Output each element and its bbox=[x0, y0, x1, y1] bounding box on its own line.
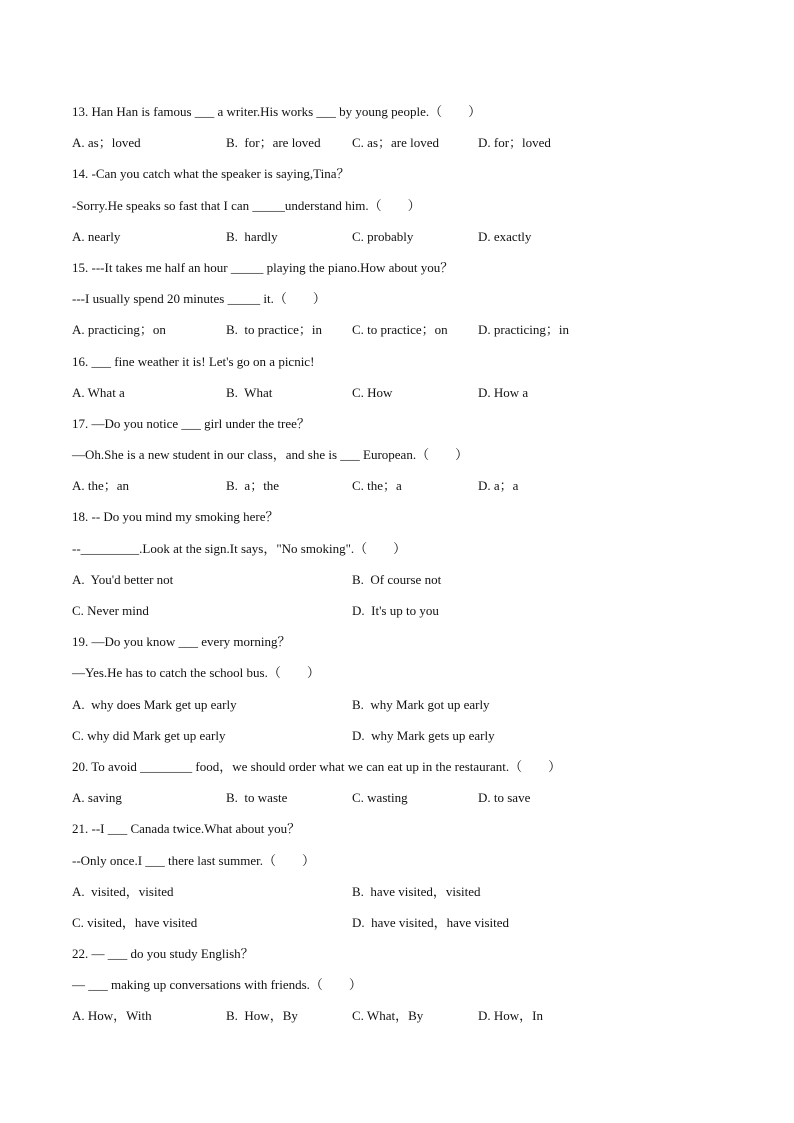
option-c: C. How bbox=[352, 384, 393, 400]
option-c: C. visited，have visited bbox=[72, 914, 198, 930]
option-c: C. What，By bbox=[352, 1008, 424, 1024]
question-stem-line-2: --Only once.I ___ there last summer.（ ） bbox=[72, 852, 315, 868]
options-row bbox=[72, 224, 732, 255]
options-row bbox=[72, 130, 732, 161]
option-a: A. practicing；on bbox=[72, 322, 166, 338]
options-row bbox=[72, 1003, 732, 1034]
option-d: D. to save bbox=[478, 790, 531, 806]
question-16 bbox=[72, 349, 732, 411]
question-stem: 19. —Do you know ___ every morning？ bbox=[72, 634, 291, 650]
option-a: A. saving bbox=[72, 790, 122, 806]
option-d: D. exactly bbox=[478, 228, 532, 244]
option-b: B. to practice；in bbox=[226, 322, 323, 338]
question-stem: 21. --I ___ Canada twice.What about you？ bbox=[72, 821, 301, 837]
question-22 bbox=[72, 941, 732, 1035]
option-d: D. why Mark gets up early bbox=[352, 727, 495, 743]
option-c: C. probably bbox=[352, 228, 414, 244]
options-row bbox=[72, 380, 732, 411]
option-d: D. a；a bbox=[478, 478, 519, 494]
option-d: D. How，In bbox=[478, 1008, 543, 1024]
option-c: C. the；a bbox=[352, 478, 402, 494]
question-21 bbox=[72, 816, 732, 941]
option-c: C. why did Mark get up early bbox=[72, 727, 226, 743]
options-row bbox=[72, 723, 732, 754]
option-b: B. What bbox=[226, 384, 273, 400]
option-b: B. to waste bbox=[226, 790, 288, 806]
option-c: C. to practice；on bbox=[352, 322, 448, 338]
options-row bbox=[72, 785, 732, 816]
question-stem: 16. ___ fine weather it is! Let's go on a picnic! bbox=[72, 353, 315, 369]
question-stem: 20. To avoid ________ food，we should order what we can eat up in the restaurant.（ ） bbox=[72, 758, 562, 774]
option-d: D. It's up to you bbox=[352, 603, 439, 618]
question-stem-line-2: --_________.Look at the sign.It says，"No smoking".（ ） bbox=[72, 540, 407, 556]
question-17 bbox=[72, 411, 732, 505]
question-20 bbox=[72, 754, 732, 816]
question-13 bbox=[72, 99, 732, 161]
option-b: B. for；are loved bbox=[226, 135, 321, 151]
option-c: C. wasting bbox=[352, 790, 408, 806]
question-stem-line-2: —Yes.He has to catch the school bus.（ ） bbox=[72, 665, 320, 681]
question-stem: 14. -Can you catch what the speaker is saying,Tina？ bbox=[72, 166, 350, 182]
question-stem: 15. ---It takes me half an hour _____ playing the piano.How about you？ bbox=[72, 259, 454, 275]
option-a: A. the；an bbox=[72, 478, 130, 494]
question-stem-line-2: ---I usually spend 20 minutes _____ it.（ ） bbox=[72, 291, 326, 307]
option-b: B. why Mark got up early bbox=[352, 696, 490, 712]
option-c: C. as；are loved bbox=[352, 135, 440, 151]
options-row bbox=[72, 473, 732, 504]
question-list bbox=[72, 99, 732, 1035]
options-row bbox=[72, 567, 732, 598]
option-d: D. practicing；in bbox=[478, 322, 569, 338]
options-row bbox=[72, 692, 732, 723]
option-a: A. visited，visited bbox=[72, 883, 174, 899]
question-18 bbox=[72, 504, 732, 629]
question-stem: 13. Han Han is famous ___ a writer.His works ___ by young people.（ ） bbox=[72, 104, 482, 119]
question-stem-line-2: -Sorry.He speaks so fast that I can _____understand him.（ ） bbox=[72, 197, 421, 213]
option-a: A. What a bbox=[72, 384, 125, 400]
option-c: C. Never mind bbox=[72, 603, 149, 618]
question-stem: 17. —Do you notice ___ girl under the tree？ bbox=[72, 415, 310, 431]
question-19 bbox=[72, 629, 732, 754]
question-stem-line-2: — ___ making up conversations with friends.（ ） bbox=[72, 977, 362, 993]
options-row bbox=[72, 598, 732, 629]
option-a: A. How，With bbox=[72, 1008, 152, 1024]
options-row bbox=[72, 317, 732, 348]
options-row bbox=[72, 879, 732, 910]
option-b: B. hardly bbox=[226, 228, 278, 244]
option-a: A. as；loved bbox=[72, 135, 141, 151]
options-row bbox=[72, 910, 732, 941]
option-b: B. a；the bbox=[226, 478, 280, 494]
option-b: B. Of course not bbox=[352, 571, 442, 587]
option-a: A. You'd better not bbox=[72, 571, 174, 587]
question-stem: 18. -- Do you mind my smoking here？ bbox=[72, 509, 279, 525]
option-d: D. for；loved bbox=[478, 135, 551, 151]
question-stem: 22. — ___ do you study English？ bbox=[72, 946, 254, 962]
question-14 bbox=[72, 161, 732, 255]
option-b: B. How，By bbox=[226, 1008, 298, 1024]
option-b: B. have visited，visited bbox=[352, 883, 481, 899]
question-15 bbox=[72, 255, 732, 349]
option-a: A. why does Mark get up early bbox=[72, 696, 237, 712]
option-a: A. nearly bbox=[72, 228, 121, 244]
question-stem-line-2: —Oh.She is a new student in our class，and she is ___ European.（ ） bbox=[72, 447, 469, 463]
option-d: D. have visited，have visited bbox=[352, 914, 510, 930]
option-d: D. How a bbox=[478, 384, 529, 400]
